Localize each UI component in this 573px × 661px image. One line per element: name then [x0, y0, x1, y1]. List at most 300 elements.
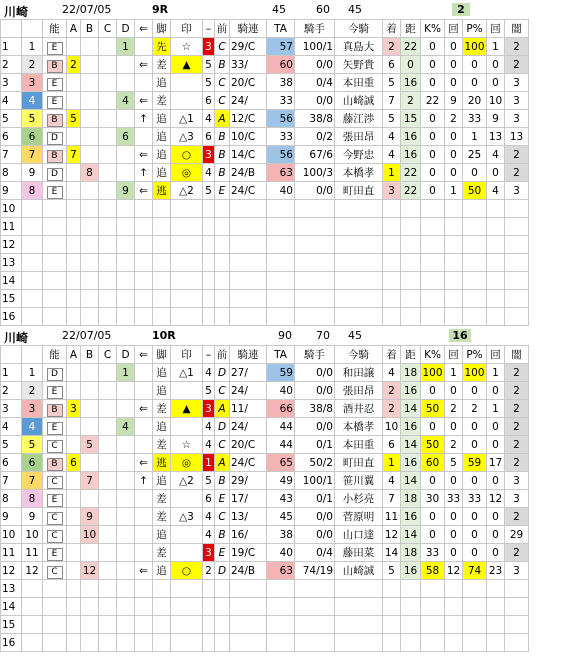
jockey-rank-cell: 19/C [230, 544, 267, 562]
prev-rank-cell [203, 616, 215, 634]
distance-cell: 15 [401, 110, 421, 128]
distance-cell: 16 [401, 454, 421, 472]
col-b-cell [81, 400, 99, 418]
header-col-b: B [81, 20, 99, 38]
count-2-cell [487, 634, 505, 652]
header-ta-score: TA [267, 346, 295, 364]
prev-rank-cell [203, 200, 215, 218]
col-a-cell [67, 290, 81, 308]
prev-rank-cell: 6 [203, 490, 215, 508]
col-d-cell [117, 74, 135, 92]
col-a-cell [67, 418, 81, 436]
ta-score-cell [267, 634, 295, 652]
jockey-name-cell: 張田昂 [335, 382, 383, 400]
header-distance: 距 [401, 346, 421, 364]
header-row [1, 20, 529, 38]
p-percent-cell [463, 634, 487, 652]
col-c-cell [99, 616, 117, 634]
k-percent-cell [421, 254, 445, 272]
header-blank [1, 346, 22, 364]
finish-cell: 2 [383, 38, 401, 56]
col-d-cell [117, 436, 135, 454]
col-a-cell: 2 [67, 56, 81, 74]
table-row [1, 146, 529, 164]
horse-no-cell: 4 [22, 418, 43, 436]
k-percent-cell: 0 [421, 526, 445, 544]
table-row [1, 598, 529, 616]
k-percent-cell: 0 [421, 146, 445, 164]
p-percent-cell: 0 [463, 544, 487, 562]
col-c-cell [99, 364, 117, 382]
col-c-cell [99, 254, 117, 272]
col-b-cell [81, 490, 99, 508]
header-ta-score: TA [267, 20, 295, 38]
prev-rank-cell: 1 [203, 454, 215, 472]
prev-rank-cell: 5 [203, 382, 215, 400]
jockey-name-cell: 山崎誠 [335, 562, 383, 580]
jockey-rank-cell: 11/ [230, 400, 267, 418]
ability-grade-cell [43, 634, 67, 652]
grade-box: C [47, 440, 63, 453]
horse-no-cell [22, 634, 43, 652]
ability-grade-cell [43, 128, 67, 146]
distance-cell: 14 [401, 436, 421, 454]
col-a-cell: 3 [67, 400, 81, 418]
k-percent-cell: 0 [421, 56, 445, 74]
finish-cell: 11 [383, 508, 401, 526]
ta-score-cell: 66 [267, 400, 295, 418]
running-style-cell: 逃 [153, 182, 171, 200]
jockey-rank-cell: 20/C [230, 74, 267, 92]
yami-cell: 2 [505, 382, 529, 400]
ability-grade-cell [43, 164, 67, 182]
k-percent-cell: 0 [421, 182, 445, 200]
distance-cell: 16 [401, 562, 421, 580]
p-percent-cell: 33 [463, 490, 487, 508]
header-prev-rank: – [203, 346, 215, 364]
col-b-cell [81, 634, 99, 652]
count-2-cell [487, 290, 505, 308]
jockey-name-cell: 真島大 [335, 38, 383, 56]
count-1-cell: 0 [445, 508, 463, 526]
count-1-cell [445, 290, 463, 308]
jockey-name-cell: 町田直 [335, 454, 383, 472]
header-yami: 闇 [505, 346, 529, 364]
header-row [1, 346, 529, 364]
count-2-cell: 4 [487, 182, 505, 200]
col-b-cell [81, 418, 99, 436]
col-d-cell [117, 110, 135, 128]
prev-rank-cell: 4 [203, 526, 215, 544]
mark-cell [171, 308, 203, 326]
running-style-cell [153, 218, 171, 236]
row-no-cell: 4 [1, 92, 22, 110]
running-style-cell: 追 [153, 110, 171, 128]
table-row [1, 580, 529, 598]
grade-box: E [47, 78, 63, 91]
horse-no-cell: 3 [22, 400, 43, 418]
horse-no-cell: 2 [22, 382, 43, 400]
finish-cell [383, 272, 401, 290]
count-1-cell: 0 [445, 164, 463, 182]
row-no-cell: 15 [1, 290, 22, 308]
arrow-cell: ⇐ [135, 56, 153, 74]
p-percent-cell [463, 616, 487, 634]
header-jockey-rank: 騎連 [230, 346, 267, 364]
col-b-cell: 12 [81, 562, 99, 580]
p-percent-cell [463, 290, 487, 308]
distance-cell: 22 [401, 182, 421, 200]
col-b-cell [81, 236, 99, 254]
running-style-cell: 差 [153, 490, 171, 508]
prev-grade-cell: E [215, 544, 230, 562]
count-1-cell: 33 [445, 490, 463, 508]
jockey-name-cell: 藤田菜 [335, 544, 383, 562]
row-no-cell: 6 [1, 128, 22, 146]
col-a-cell [67, 562, 81, 580]
jockey-rank-cell: 27/ [230, 364, 267, 382]
ability-grade-cell [43, 56, 67, 74]
distance-badge: 16 [449, 329, 471, 342]
count-1-cell: 0 [445, 74, 463, 92]
arrow-cell: ⇐ [135, 400, 153, 418]
yami-cell: 2 [505, 38, 529, 56]
running-style-cell [153, 290, 171, 308]
ability-grade-cell [43, 182, 67, 200]
prev-grade-cell: C [215, 436, 230, 454]
p-percent-cell [463, 200, 487, 218]
prev-grade-cell: B [215, 472, 230, 490]
col-b-cell [81, 218, 99, 236]
table-row [1, 236, 529, 254]
jockey-rank-cell [230, 236, 267, 254]
row-no-cell: 14 [1, 272, 22, 290]
horse-no-cell: 9 [22, 164, 43, 182]
count-2-cell [487, 236, 505, 254]
prev-rank-cell: 2 [203, 562, 215, 580]
jockey-record-cell [295, 218, 335, 236]
table-row [1, 272, 529, 290]
finish-cell: 4 [383, 128, 401, 146]
ta-score-cell [267, 598, 295, 616]
col-c-cell [99, 272, 117, 290]
p-percent-cell: 0 [463, 436, 487, 454]
jockey-rank-cell: 24/ [230, 418, 267, 436]
jockey-name-cell: 本橋孝 [335, 164, 383, 182]
row-no-cell: 6 [1, 454, 22, 472]
ability-grade-cell [43, 526, 67, 544]
col-d-cell [117, 526, 135, 544]
finish-cell [383, 580, 401, 598]
col-a-cell [67, 182, 81, 200]
prev-rank-cell: 5 [203, 56, 215, 74]
jockey-rank-cell [230, 308, 267, 326]
col-d-cell [117, 308, 135, 326]
finish-cell: 2 [383, 400, 401, 418]
grade-box: E [47, 494, 63, 507]
distance-cell [401, 290, 421, 308]
col-b-cell [81, 74, 99, 92]
yami-cell [505, 236, 529, 254]
col-c-cell [99, 182, 117, 200]
yami-cell: 2 [505, 544, 529, 562]
count-2-cell: 10 [487, 92, 505, 110]
finish-cell: 1 [383, 164, 401, 182]
k-percent-cell: 33 [421, 544, 445, 562]
running-style-cell: 差 [153, 400, 171, 418]
yami-cell: 29 [505, 526, 529, 544]
finish-cell: 5 [383, 110, 401, 128]
header-col-a: A [67, 20, 81, 38]
horse-no-cell [22, 308, 43, 326]
jockey-record-cell: 38/8 [295, 110, 335, 128]
jockey-name-cell: 山崎誠 [335, 92, 383, 110]
yami-cell: 2 [505, 56, 529, 74]
prev-rank-cell [203, 254, 215, 272]
arrow-cell: ⇐ [135, 146, 153, 164]
running-style-cell [153, 308, 171, 326]
col-c-cell [99, 74, 117, 92]
table-row [1, 110, 529, 128]
p-percent-cell: 0 [463, 74, 487, 92]
table-row [1, 38, 529, 56]
finish-cell: 6 [383, 436, 401, 454]
prev-grade-cell [215, 236, 230, 254]
ta-score-cell: 44 [267, 418, 295, 436]
running-style-cell [153, 200, 171, 218]
arrow-cell [135, 490, 153, 508]
header-k-percent: K% [421, 346, 445, 364]
k-percent-cell [421, 236, 445, 254]
k-percent-cell [421, 580, 445, 598]
jockey-rank-cell: 24/ [230, 92, 267, 110]
ta-score-cell: 63 [267, 562, 295, 580]
distance-cell: 2 [401, 92, 421, 110]
ta-score-cell: 45 [267, 508, 295, 526]
ability-grade-cell [43, 74, 67, 92]
prev-grade-cell [215, 272, 230, 290]
col-d-cell: 1 [117, 364, 135, 382]
horse-no-cell: 1 [22, 38, 43, 56]
k-percent-cell: 22 [421, 92, 445, 110]
running-style-cell: 追 [153, 418, 171, 436]
row-no-cell: 2 [1, 382, 22, 400]
col-d-cell [117, 218, 135, 236]
col-d-cell [117, 254, 135, 272]
header-col-d: D [117, 346, 135, 364]
jockey-record-cell [295, 236, 335, 254]
col-b-cell [81, 382, 99, 400]
finish-cell: 10 [383, 418, 401, 436]
ability-grade-cell [43, 508, 67, 526]
yami-cell [505, 200, 529, 218]
col-c-cell [99, 128, 117, 146]
arrow-cell: ↑ [135, 472, 153, 490]
jockey-record-cell: 100/1 [295, 38, 335, 56]
distance-cell: 18 [401, 364, 421, 382]
yami-cell: 2 [505, 146, 529, 164]
k-percent-cell [421, 616, 445, 634]
arrow-cell [135, 508, 153, 526]
col-b-cell [81, 598, 99, 616]
running-style-cell: 追 [153, 562, 171, 580]
jockey-rank-cell: 14/C [230, 146, 267, 164]
p-percent-cell: 33 [463, 110, 487, 128]
col-c-cell [99, 562, 117, 580]
arrow-cell: ↑ [135, 164, 153, 182]
count-1-cell: 0 [445, 472, 463, 490]
ta-score-cell [267, 580, 295, 598]
count-1-cell [445, 308, 463, 326]
ability-grade-cell [43, 290, 67, 308]
arrow-cell [135, 254, 153, 272]
venue-label: 川崎 [4, 331, 29, 345]
arrow-cell [135, 308, 153, 326]
yami-cell: 2 [505, 400, 529, 418]
mark-cell: ▲ [171, 400, 203, 418]
col-a-cell: 5 [67, 110, 81, 128]
distance-cell: 16 [401, 146, 421, 164]
distance-cell [401, 236, 421, 254]
mark-cell: ▲ [171, 56, 203, 74]
arrow-cell [135, 236, 153, 254]
running-style-cell: 追 [153, 74, 171, 92]
finish-cell: 7 [383, 92, 401, 110]
grade-box: C [47, 530, 63, 543]
running-style-cell: 追 [153, 164, 171, 182]
row-no-cell: 12 [1, 236, 22, 254]
count-1-cell: 1 [445, 364, 463, 382]
prev-rank-cell: 4 [203, 436, 215, 454]
p-percent-cell: 20 [463, 92, 487, 110]
row-no-cell: 9 [1, 508, 22, 526]
horse-no-cell: 3 [22, 74, 43, 92]
k-percent-cell: 58 [421, 562, 445, 580]
distance-cell: 16 [401, 128, 421, 146]
grade-box: C [47, 512, 63, 525]
count-2-cell: 17 [487, 454, 505, 472]
jockey-rank-cell [230, 290, 267, 308]
p-percent-cell: 50 [463, 182, 487, 200]
yami-cell: 2 [505, 418, 529, 436]
prev-grade-cell: C [215, 74, 230, 92]
table-row [1, 290, 529, 308]
yami-cell: 3 [505, 472, 529, 490]
jockey-record-cell: 74/19 [295, 562, 335, 580]
row-no-cell: 2 [1, 56, 22, 74]
table-row [1, 254, 529, 272]
jockey-rank-cell: 24/ [230, 382, 267, 400]
mark-cell [171, 616, 203, 634]
ta-score-cell: 38 [267, 74, 295, 92]
jockey-name-cell: 山口達 [335, 526, 383, 544]
count-2-cell: 0 [487, 436, 505, 454]
table-row [1, 364, 529, 382]
table-row [1, 616, 529, 634]
grade-box: E [47, 42, 63, 55]
header-count-1: 回 [445, 20, 463, 38]
finish-cell: 4 [383, 146, 401, 164]
horse-no-cell [22, 290, 43, 308]
mark-cell [171, 598, 203, 616]
finish-cell: 14 [383, 544, 401, 562]
horse-no-cell: 1 [22, 364, 43, 382]
k-percent-cell: 30 [421, 490, 445, 508]
count-1-cell [445, 580, 463, 598]
jockey-record-cell: 0/4 [295, 544, 335, 562]
count-1-cell: 0 [445, 382, 463, 400]
distance-cell: 14 [401, 526, 421, 544]
distance-cell [401, 218, 421, 236]
row-no-cell: 8 [1, 164, 22, 182]
row-no-cell: 1 [1, 364, 22, 382]
p-percent-cell [463, 236, 487, 254]
distance-cell: 14 [401, 472, 421, 490]
prev-rank-cell [203, 290, 215, 308]
row-no-cell: 3 [1, 400, 22, 418]
prev-grade-cell [215, 598, 230, 616]
yami-cell: 3 [505, 74, 529, 92]
count-2-cell: 1 [487, 364, 505, 382]
mark-cell: ○ [171, 562, 203, 580]
prev-rank-cell: 4 [203, 364, 215, 382]
race-date: 22/07/05 [62, 3, 112, 16]
grade-box: B [47, 458, 63, 471]
jockey-rank-cell: 29/C [230, 38, 267, 56]
prev-grade-cell [215, 254, 230, 272]
top-num-1: 45 [272, 3, 286, 16]
jockey-name-cell: 本橋孝 [335, 418, 383, 436]
jockey-name-cell: 町田直 [335, 182, 383, 200]
running-style-cell: 差 [153, 544, 171, 562]
distance-cell: 0 [401, 56, 421, 74]
col-a-cell [67, 580, 81, 598]
running-style-cell: 差 [153, 436, 171, 454]
p-percent-cell: 0 [463, 164, 487, 182]
ta-score-cell: 40 [267, 382, 295, 400]
ta-score-cell [267, 616, 295, 634]
mark-cell [171, 490, 203, 508]
col-a-cell [67, 436, 81, 454]
count-2-cell: 0 [487, 544, 505, 562]
yami-cell [505, 598, 529, 616]
ability-grade-cell [43, 562, 67, 580]
prev-rank-cell: 6 [203, 92, 215, 110]
ability-grade-cell [43, 580, 67, 598]
jockey-rank-cell: 13/ [230, 508, 267, 526]
header-distance: 距 [401, 20, 421, 38]
arrow-cell [135, 580, 153, 598]
arrow-cell [135, 382, 153, 400]
header-jockey-record: 騎手 [295, 346, 335, 364]
ability-grade-cell [43, 236, 67, 254]
col-d-cell [117, 598, 135, 616]
col-b-cell [81, 454, 99, 472]
header-yami: 闇 [505, 20, 529, 38]
k-percent-cell: 50 [421, 436, 445, 454]
count-2-cell [487, 272, 505, 290]
jockey-rank-cell: 20/C [230, 436, 267, 454]
table-row [1, 92, 529, 110]
grade-box: D [47, 368, 63, 381]
col-b-cell: 9 [81, 508, 99, 526]
k-percent-cell [421, 218, 445, 236]
jockey-name-cell [335, 236, 383, 254]
row-no-cell: 10 [1, 200, 22, 218]
jockey-name-cell: 今野忠 [335, 146, 383, 164]
horse-no-cell [22, 580, 43, 598]
col-d-cell [117, 272, 135, 290]
